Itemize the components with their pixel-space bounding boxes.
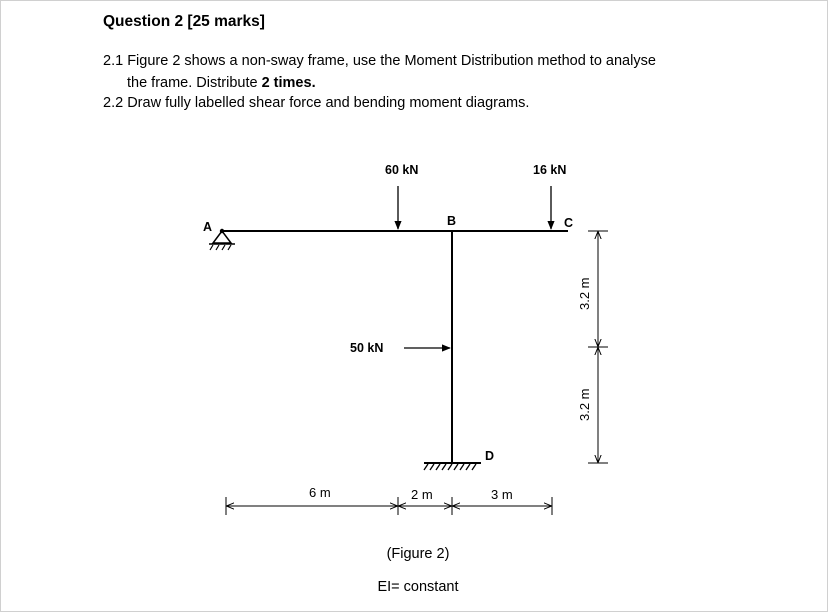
- figure-caption: (Figure 2): [386, 546, 450, 562]
- span-3m-label: 3 m: [491, 487, 513, 502]
- q21-text-cont: the frame. Distribute: [127, 75, 258, 91]
- q22-number: 2.2: [103, 95, 124, 111]
- height-upper-label: 3.2 m: [577, 277, 592, 310]
- node-label-b: B: [447, 214, 457, 228]
- height-lower-label: 3.2 m: [577, 388, 592, 421]
- load-60kn-label: 60 kN: [385, 163, 419, 177]
- vertical-dimension: [588, 231, 608, 463]
- question-heading: Question 2 [25 marks]: [103, 13, 265, 30]
- node-label-c: C: [564, 216, 574, 230]
- fixed-support-d: [424, 463, 481, 470]
- load-50kn-label: 50 kN: [350, 341, 384, 355]
- load-16kn-label: 16 kN: [533, 163, 567, 177]
- q21-text: Figure 2 shows a non-sway frame, use the Moment Distribution method to analyse: [127, 53, 656, 69]
- ei-note: EI= constant: [377, 579, 459, 595]
- q22-text: Draw fully labelled shear force and bending moment diagrams.: [127, 95, 530, 111]
- q21-number: 2.1: [103, 53, 124, 69]
- node-label-a: A: [203, 220, 213, 234]
- node-label-d: D: [485, 449, 495, 463]
- span-2m-label: 2 m: [411, 487, 433, 502]
- span-6m-label: 6 m: [309, 485, 331, 500]
- q21-bold: 2 times.: [261, 75, 316, 91]
